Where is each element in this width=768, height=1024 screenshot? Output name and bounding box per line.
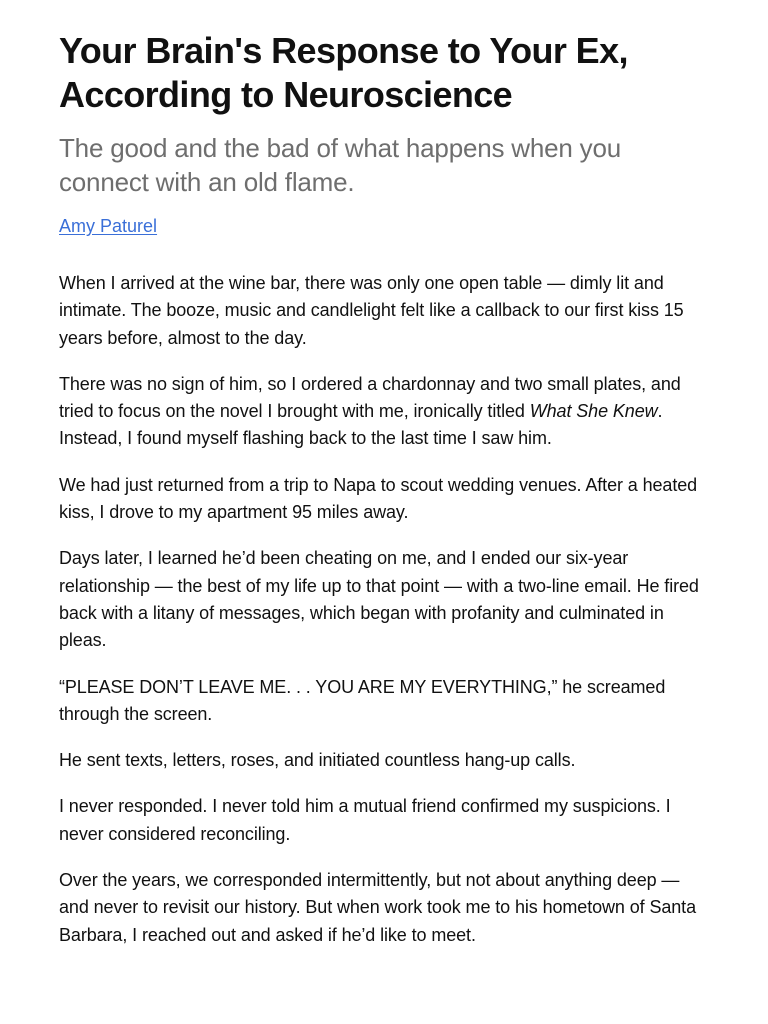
article-body (59, 270, 710, 949)
paragraph-text: There was no sign of him, so I ordered a chardonnay and two small plates, and tried to focus on the novel I brought with me, ironically titled (59, 373, 681, 422)
paragraph: Days later, I learned he’d been cheating on me, and I ended our six-year relationship — the best of my life up to that point — with a two-line email. He fired back with a litany of messages, which began with profanity and culminated in pleas. (59, 548, 699, 651)
paragraph: He sent texts, letters, roses, and initiated countless hang-up calls. (59, 750, 576, 771)
paragraph-text: . Instead, I found myself flashing back to the last time I saw him. (59, 401, 663, 449)
article-subtitle: The good and the bad of what happens when you connect with an old flame. (59, 133, 621, 197)
article-title: Your Brain's Response to Your Ex, According to Neuroscience (59, 30, 628, 115)
paragraph: When I arrived at the wine bar, there was only one open table — dimly lit and intimate. The booze, music and candlelight felt like a callback to our first kiss 15 years before, almost to the day. (59, 273, 684, 348)
paragraph: I never responded. I never told him a mutual friend confirmed my suspicions. I never considered reconciling. (59, 796, 671, 844)
paragraph: “PLEASE DON’T LEAVE ME. . . YOU ARE MY EVERYTHING,” he screamed through the screen. (59, 676, 666, 724)
paragraph (59, 371, 710, 453)
book-title: What She Knew (529, 401, 658, 422)
paragraph: Over the years, we corresponded intermittently, but not about anything deep — and never to revisit our history. But when work took me to his hometown of Santa Barbara, I reached out and asked if he’d like to meet. (59, 870, 696, 945)
paragraph: We had just returned from a trip to Napa to scout wedding venues. After a heated kiss, I drove to my apartment 95 miles away. (59, 474, 698, 523)
author-link[interactable]: Amy Paturel (59, 216, 158, 236)
